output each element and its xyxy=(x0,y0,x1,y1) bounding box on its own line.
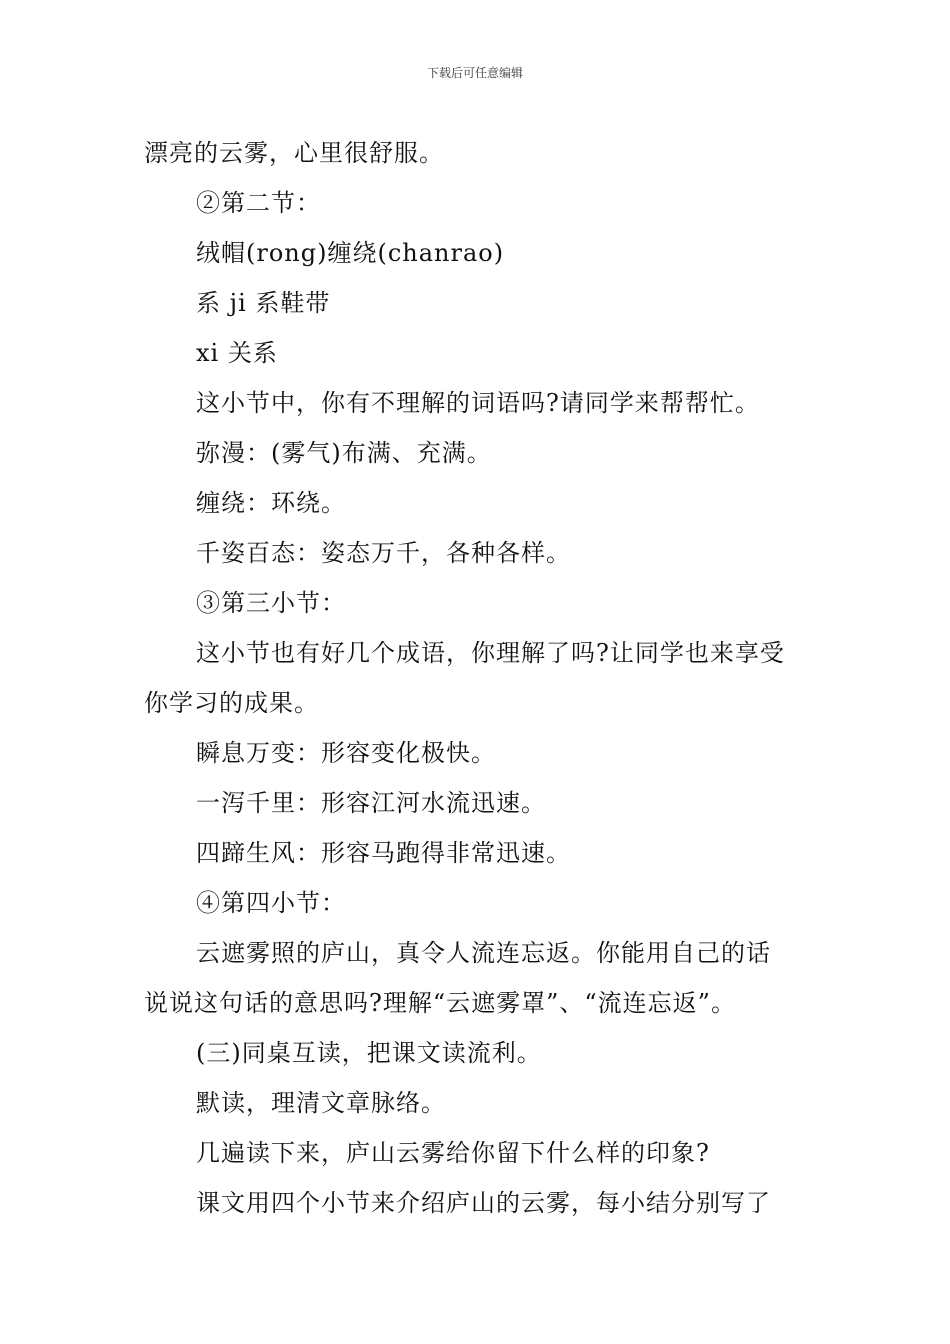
paragraph-line: 缠绕：环绕。 xyxy=(196,489,346,517)
page-header: 下载后可任意编辑 xyxy=(426,66,523,80)
paragraph-line: 四蹄生风：形容马跑得非常迅速。 xyxy=(196,839,571,867)
paragraph-line: 云遮雾照的庐山，真令人流连忘返。你能用自己的话 xyxy=(196,939,771,967)
paragraph-line: 弥漫：(雾气)布满、充满。 xyxy=(196,439,492,467)
paragraph-line: 千姿百态：姿态万千，各种各样。 xyxy=(196,539,571,567)
paragraph-line: 瞬息万变：形容变化极快。 xyxy=(196,739,496,767)
paragraph-line: 系 ji 系鞋带 xyxy=(196,289,331,317)
section-heading: ②第二节： xyxy=(196,189,321,217)
paragraph-line: 一泻千里：形容江河水流迅速。 xyxy=(196,789,546,817)
paragraph-line: (三)同桌互读，把课文读流利。 xyxy=(196,1039,542,1067)
paragraph-line: 默读，理清文章脉络。 xyxy=(196,1089,446,1117)
paragraph-line: 你学习的成果。 xyxy=(144,689,319,717)
paragraph-line: 说说这句话的意思吗?理解“云遮雾罩”、“流连忘返”。 xyxy=(144,989,736,1017)
paragraph-line: 绒帽(rong)缠绕(chanrao) xyxy=(196,239,505,267)
section-heading: ④第四小节： xyxy=(196,889,346,917)
section-heading: ③第三小节： xyxy=(196,589,346,617)
document-body xyxy=(144,128,814,1228)
paragraph-line: 漂亮的云雾，心里很舒服。 xyxy=(144,139,444,167)
paragraph-line: xi 关系 xyxy=(196,339,278,367)
paragraph-line: 这小节也有好几个成语，你理解了吗?让同学也来享受 xyxy=(196,639,785,667)
paragraph-line: 几遍读下来，庐山云雾给你留下什么样的印象? xyxy=(196,1139,710,1167)
paragraph-line: 课文用四个小节来介绍庐山的云雾，每小结分别写了 xyxy=(196,1189,771,1217)
paragraph-line: 这小节中，你有不理解的词语吗?请同学来帮帮忙。 xyxy=(196,389,760,417)
